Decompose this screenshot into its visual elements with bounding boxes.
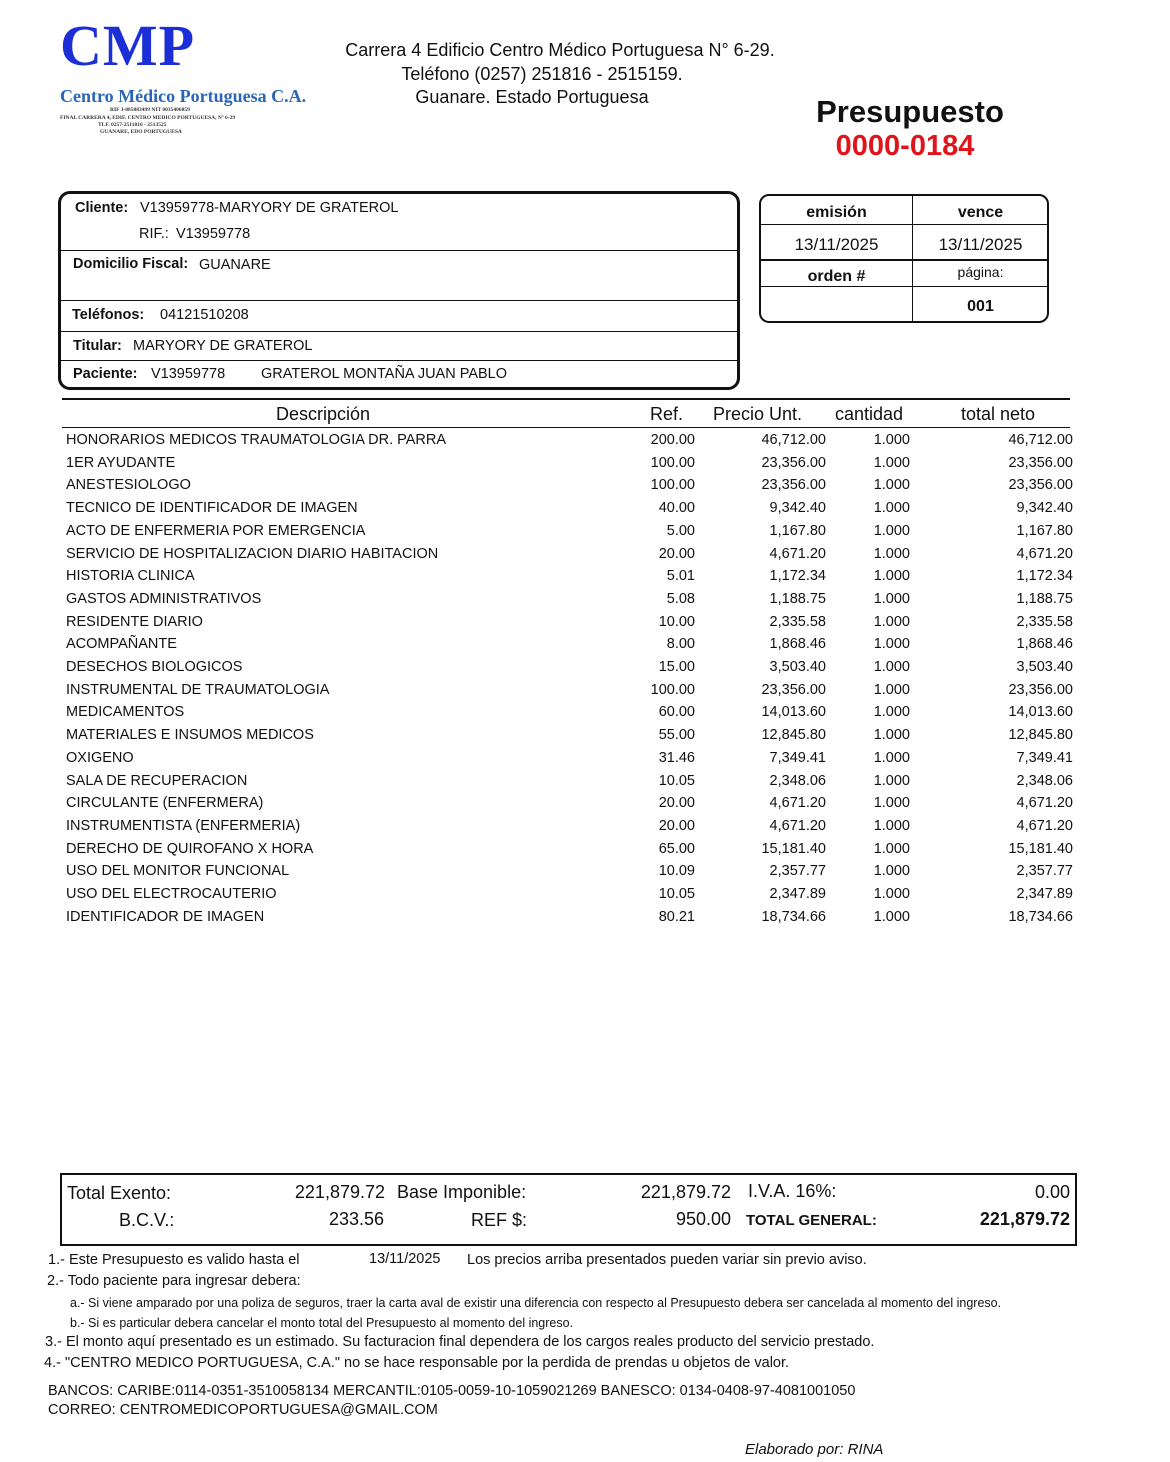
item-description: DESECHOS BIOLOGICOS: [66, 659, 243, 675]
email: CORREO: CENTROMEDICOPORTUGUESA@GMAIL.COM: [48, 1402, 438, 1418]
telefonos-label: Teléfonos:: [72, 307, 145, 323]
item-ref: 10.09: [658, 863, 695, 880]
item-price: 3,503.40: [769, 659, 826, 675]
item-ref: 65.00: [658, 840, 695, 857]
item-total: 1,172.34: [1016, 568, 1073, 585]
table-row: [0, 500, 1170, 523]
paciente-name: GRATEROL MONTAÑA JUAN PABLO: [261, 366, 508, 382]
table-row: [0, 636, 1170, 659]
item-total: 2,335.58: [1016, 613, 1073, 630]
logo-address: FINAL CARRERA 4, EDIF. CENTRO MEDICO PORTUGUESA, Nº 6-29: [60, 115, 236, 121]
item-quantity: 1.000: [873, 500, 910, 517]
item-price: 1,868.46: [769, 636, 826, 653]
table-row: [0, 477, 1170, 500]
bank-accounts: BANCOS: CARIBE:0114-0351-3510058134 MERCANTIL:0105-0059-10-1059021269 BANESCO: 0134-0408-97-4081001050: [48, 1383, 856, 1399]
table-row: [0, 682, 1170, 705]
item-price: 4,671.20: [769, 795, 826, 812]
item-price: 1,172.34: [769, 568, 826, 585]
item-total: 4,671.20: [1016, 795, 1073, 812]
table-row: [0, 818, 1170, 841]
bcv-value: 233.56: [328, 1209, 384, 1229]
table-row: [0, 546, 1170, 569]
item-description: 1ER AYUDANTE: [66, 454, 176, 471]
logo-city: GUANARE, EDO PORTUGUESA: [100, 129, 182, 135]
item-description: DERECHO DE QUIROFANO X HORA: [66, 840, 314, 857]
item-total: 23,356.00: [1008, 454, 1073, 471]
item-ref: 10.00: [658, 613, 695, 630]
item-ref: 40.00: [658, 500, 695, 517]
header-cantidad: cantidad: [835, 404, 904, 424]
item-description: TECNICO DE IDENTIFICADOR DE IMAGEN: [66, 500, 358, 517]
bcv-label: B.C.V.:: [119, 1210, 175, 1230]
item-description: CIRCULANTE (ENFERMERA): [66, 795, 264, 812]
cliente-value: V13959778-MARYORY DE GRATEROL: [140, 200, 399, 216]
item-total: 2,347.89: [1016, 886, 1073, 902]
item-total: 4,671.20: [1016, 817, 1073, 834]
table-row: [0, 841, 1170, 864]
item-description: HISTORIA CLINICA: [66, 568, 195, 585]
item-quantity: 1.000: [873, 840, 910, 857]
item-total: 1,868.46: [1016, 636, 1073, 653]
note-1: 1.- Este Presupuesto es valido hasta el: [48, 1252, 300, 1268]
item-description: MATERIALES E INSUMOS MEDICOS: [66, 727, 314, 744]
note-3: 3.- El monto aquí presentado es un estimado. Su facturacion final dependera de los cargos reales producto del servicio prestado.: [45, 1334, 875, 1350]
item-ref: 8.00: [666, 636, 695, 653]
item-price: 9,342.40: [769, 500, 826, 517]
note-1-disclaimer: Los precios arriba presentados pueden variar sin previo aviso.: [467, 1252, 867, 1268]
item-ref: 5.00: [666, 522, 695, 539]
item-description: USO DEL ELECTROCAUTERIO: [66, 886, 277, 902]
item-total: 1,167.80: [1016, 522, 1073, 539]
item-price: 23,356.00: [761, 477, 826, 494]
item-total: 2,348.06: [1016, 772, 1073, 789]
table-row: [0, 863, 1170, 886]
note-2: 2.- Todo paciente para ingresar debera:: [47, 1273, 301, 1289]
item-quantity: 1.000: [873, 568, 910, 585]
item-price: 4,671.20: [769, 545, 826, 562]
item-total: 23,356.00: [1008, 477, 1073, 494]
item-total: 23,356.00: [1008, 681, 1073, 698]
telefonos-value: 04121510208: [160, 307, 249, 323]
item-total: 3,503.40: [1016, 659, 1073, 675]
address-line-3: Guanare. Estado Portuguesa: [415, 87, 649, 107]
note-2a: a.- Si viene amparado por una poliza de seguros, traer la carta aval de existir una diferencia con respecto al Presupuesto debera ser cancelada al momento del ingreso.: [70, 1296, 1002, 1310]
note-2b: b.- Si es particular debera cancelar el monto total del Presupuesto al momento del ingreso.: [70, 1316, 574, 1330]
company-name: Centro Médico Portuguesa C.A.: [60, 86, 307, 106]
item-total: 2,357.77: [1016, 863, 1073, 880]
item-ref: 15.00: [658, 659, 695, 675]
table-row: [0, 750, 1170, 773]
item-price: 23,356.00: [761, 454, 826, 471]
ref-value: 950.00: [675, 1209, 731, 1229]
item-ref: 20.00: [658, 795, 695, 812]
logo-text: CMP: [60, 13, 196, 78]
item-description: ANESTESIOLOGO: [66, 477, 191, 494]
item-price: 2,357.77: [769, 863, 826, 880]
note-4: 4.- "CENTRO MEDICO PORTUGUESA, C.A." no se hace responsable por la perdida de prendas u objetos de valor.: [44, 1355, 790, 1371]
item-ref: 20.00: [658, 817, 695, 834]
item-description: RESIDENTE DIARIO: [66, 613, 203, 630]
emision-label: emisión: [806, 204, 867, 221]
emision-value: 13/11/2025: [794, 235, 879, 254]
cliente-label: Cliente:: [75, 200, 129, 216]
elaborado-por: Elaborado por: RINA: [745, 1441, 884, 1458]
item-ref: 200.00: [650, 432, 695, 448]
item-quantity: 1.000: [873, 659, 910, 675]
iva-label: I.V.A. 16%:: [748, 1181, 837, 1201]
items-table-body: [0, 432, 1170, 932]
table-row: [0, 455, 1170, 478]
item-description: ACTO DE ENFERMERIA POR EMERGENCIA: [66, 522, 366, 539]
table-row: [0, 727, 1170, 750]
item-quantity: 1.000: [873, 727, 910, 744]
item-ref: 5.01: [666, 568, 695, 585]
paciente-id: V13959778: [151, 366, 226, 382]
titular-label: Titular:: [73, 338, 122, 354]
item-description: USO DEL MONITOR FUNCIONAL: [66, 863, 290, 880]
table-header-rule: [62, 427, 1070, 428]
header-precio: Precio Unt.: [713, 404, 803, 424]
table-row: [0, 614, 1170, 637]
ref-label: REF $:: [471, 1210, 528, 1230]
item-price: 4,671.20: [769, 817, 826, 834]
item-description: OXIGENO: [66, 749, 134, 766]
header-ref: Ref.: [650, 404, 684, 424]
item-total: 15,181.40: [1008, 840, 1073, 857]
item-price: 1,188.75: [769, 590, 826, 607]
item-ref: 100.00: [650, 681, 695, 698]
item-price: 46,712.00: [761, 432, 826, 448]
pagina-label: página:: [957, 264, 1004, 280]
item-price: 2,348.06: [769, 772, 826, 789]
table-row: [0, 591, 1170, 614]
item-ref: 60.00: [658, 704, 695, 721]
table-row: [0, 795, 1170, 818]
item-price: 2,347.89: [769, 886, 826, 902]
table-row: [0, 568, 1170, 591]
base-label: Base Imponible:: [397, 1182, 527, 1202]
item-quantity: 1.000: [873, 681, 910, 698]
item-ref: 100.00: [650, 477, 695, 494]
address-line-2: Teléfono (0257) 251816 - 2515159.: [401, 64, 683, 84]
orden-label: orden #: [807, 268, 866, 285]
item-ref: 100.00: [650, 454, 695, 471]
item-quantity: 1.000: [873, 749, 910, 766]
item-price: 23,356.00: [761, 681, 826, 698]
item-description: HONORARIOS MEDICOS TRAUMATOLOGIA DR. PARRA: [66, 432, 447, 448]
item-quantity: 1.000: [873, 772, 910, 789]
item-description: SALA DE RECUPERACION: [66, 772, 248, 789]
logo-phone: TLF. 0257-2511816 - 2513525: [98, 122, 167, 128]
item-ref: 55.00: [658, 727, 695, 744]
dates-box: [759, 194, 1049, 323]
item-quantity: 1.000: [873, 454, 910, 471]
item-total: 18,734.66: [1008, 908, 1073, 925]
logo-rif: RIF J-085083499 NIT 0035406859: [110, 107, 190, 113]
paciente-label: Paciente:: [73, 366, 138, 382]
item-total: 46,712.00: [1008, 432, 1073, 448]
table-row: [0, 909, 1170, 932]
total-general-label: TOTAL GENERAL:: [746, 1212, 877, 1229]
totals-box: [60, 1173, 1077, 1246]
table-row: [0, 886, 1170, 909]
item-ref: 20.00: [658, 545, 695, 562]
item-price: 12,845.80: [761, 727, 826, 744]
item-ref: 31.46: [658, 749, 695, 766]
item-description: SERVICIO DE HOSPITALIZACION DIARIO HABITACION: [66, 545, 439, 562]
item-quantity: 1.000: [873, 522, 910, 539]
item-description: INSTRUMENTISTA (ENFERMERIA): [66, 817, 301, 834]
item-ref: 10.05: [658, 772, 695, 789]
item-quantity: 1.000: [873, 795, 910, 812]
item-total: 14,013.60: [1008, 704, 1073, 721]
item-price: 7,349.41: [769, 749, 826, 766]
item-quantity: 1.000: [873, 432, 910, 448]
item-total: 9,342.40: [1016, 500, 1073, 517]
table-row: [0, 704, 1170, 727]
rif-label: RIF.:: [139, 226, 169, 242]
item-price: 15,181.40: [761, 840, 826, 857]
exento-label: Total Exento:: [67, 1183, 172, 1203]
item-description: IDENTIFICADOR DE IMAGEN: [66, 908, 265, 925]
table-row: [0, 659, 1170, 682]
item-price: 2,335.58: [769, 613, 826, 630]
document-title: Presupuesto: [816, 94, 1004, 129]
domicilio-value: GUANARE: [199, 257, 271, 273]
total-general-value: 221,879.72: [979, 1209, 1070, 1229]
document-number: 0000-0184: [835, 130, 975, 162]
header-total: total neto: [961, 404, 1036, 424]
item-ref: 80.21: [658, 908, 695, 925]
item-price: 14,013.60: [761, 704, 826, 721]
item-quantity: 1.000: [873, 863, 910, 880]
vence-label: vence: [957, 204, 1004, 221]
item-quantity: 1.000: [873, 886, 910, 902]
header-descripcion: Descripción: [276, 404, 371, 424]
item-quantity: 1.000: [873, 908, 910, 925]
item-description: INSTRUMENTAL DE TRAUMATOLOGIA: [66, 681, 330, 698]
item-total: 7,349.41: [1016, 749, 1073, 766]
table-row: [0, 432, 1170, 455]
item-quantity: 1.000: [873, 590, 910, 607]
rif-value: V13959778: [176, 226, 251, 242]
base-value: 221,879.72: [640, 1182, 731, 1202]
item-total: 12,845.80: [1008, 727, 1073, 744]
item-quantity: 1.000: [873, 817, 910, 834]
table-row: [0, 523, 1170, 546]
domicilio-label: Domicilio Fiscal:: [73, 256, 189, 272]
exento-value: 221,879.72: [294, 1182, 385, 1202]
item-description: GASTOS ADMINISTRATIVOS: [66, 590, 262, 607]
item-quantity: 1.000: [873, 545, 910, 562]
vence-value: 13/11/2025: [938, 235, 1023, 254]
item-total: 1,188.75: [1016, 590, 1073, 607]
table-top-rule: [62, 398, 1070, 400]
item-price: 18,734.66: [761, 908, 826, 925]
address-line-1: Carrera 4 Edificio Centro Médico Portuguesa N° 6-29.: [345, 40, 775, 60]
titular-value: MARYORY DE GRATEROL: [133, 338, 313, 354]
item-ref: 5.08: [666, 590, 695, 607]
client-info-box: [58, 191, 740, 390]
item-quantity: 1.000: [873, 636, 910, 653]
table-row: [0, 773, 1170, 796]
pagina-value: 001: [967, 298, 994, 315]
item-description: MEDICAMENTOS: [66, 704, 185, 721]
item-quantity: 1.000: [873, 613, 910, 630]
item-ref: 10.05: [658, 886, 695, 902]
item-quantity: 1.000: [873, 704, 910, 721]
iva-value: 0.00: [1034, 1182, 1070, 1202]
item-price: 1,167.80: [769, 522, 826, 539]
item-quantity: 1.000: [873, 477, 910, 494]
item-description: ACOMPAÑANTE: [66, 636, 177, 653]
note-1-date: 13/11/2025: [369, 1251, 441, 1267]
item-total: 4,671.20: [1016, 545, 1073, 562]
